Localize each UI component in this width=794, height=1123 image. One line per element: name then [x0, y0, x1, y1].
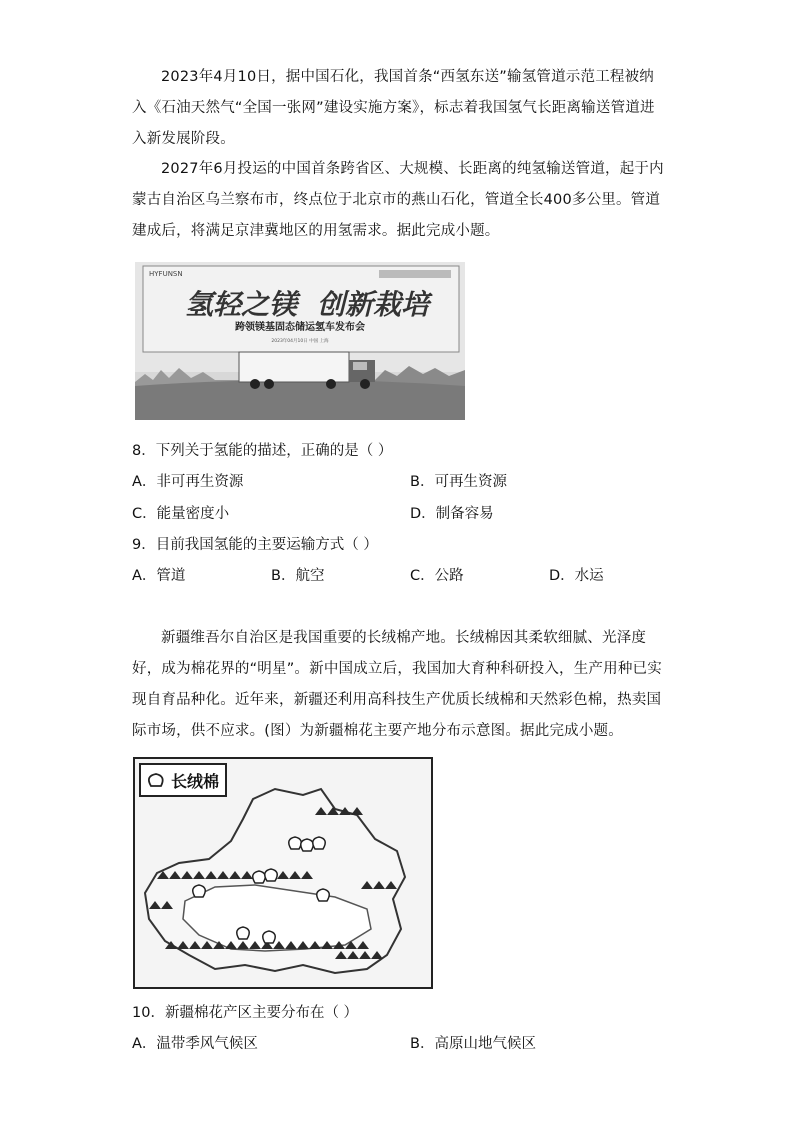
- photo-headline-left: 氢轻之镁: [185, 288, 298, 321]
- question-8-option-c: C．能量密度小: [132, 506, 230, 522]
- question-9-stem: 9．目前我国氢能的主要运输方式（ ）: [132, 537, 378, 553]
- xinjiang-cotton-map: [133, 757, 433, 989]
- question-9-option-d: D．水运: [549, 568, 604, 584]
- photo-brand: HYFUNSN: [149, 270, 183, 278]
- question-8-option-b: B．可再生资源: [410, 474, 507, 490]
- photo-date-line: 2023年04月10日 中国 上海: [271, 339, 329, 344]
- question-10-option-b: B．高原山地气候区: [410, 1036, 536, 1052]
- question-8-option-a: A．非可再生资源: [132, 474, 244, 490]
- question-9-option-a: A．管道: [132, 568, 186, 584]
- passage1-paragraph-2: 2027年6月投运的中国首条跨省区、大规模、长距离的纯氢输送管道，起于内蒙古自治区乌兰察布市，终点位于北京市的燕山石化，管道全长400多公里。管道建成后，将满足京津冀地区的用氢需求。据此完成小题。: [132, 161, 664, 239]
- photo-subtitle: 跨领镁基固态储运氢车发布会: [235, 322, 365, 333]
- map-legend-label: 长绒棉: [171, 771, 220, 791]
- passage2-paragraph-1: 新疆维吾尔自治区是我国重要的长绒棉产地。长绒棉因其柔软细腻、光泽度好，成为棉花界的“明星”。新中国成立后，我国加大育种科研投入，生产用种已实现自育品种化。近年来，新疆还利用高科技生产优质长绒棉和天然彩色棉，热卖国际市场，供不应求。(图）为新疆棉花主要产地分布示意图。据此完成小题。: [132, 630, 662, 739]
- question-8-stem: 8．下列关于氢能的描述，正确的是（ ）: [132, 443, 393, 459]
- question-8-option-d: D．制备容易: [410, 506, 494, 522]
- passage1-paragraph-1: 2023年4月10日，据中国石化，我国首条“西氢东送”输氢管道示范工程被纳入《石油天然气“全国一张网”建设实施方案》，标志着我国氢气长距离输送管道进入新发展阶段。: [132, 69, 655, 147]
- question-10-option-a: A．温带季风气候区: [132, 1036, 258, 1052]
- question-9-option-c: C．公路: [410, 568, 464, 584]
- map-legend: [139, 763, 227, 797]
- question-9-option-b: B．航空: [271, 568, 325, 584]
- hydrogen-truck-photo-graphic: [135, 262, 465, 420]
- cotton-icon: [147, 772, 165, 788]
- photo-headline-right: 创新栽培: [317, 288, 430, 321]
- question-10-stem: 10．新疆棉花产区主要分布在（ ）: [132, 1005, 359, 1021]
- hydrogen-truck-photo: [135, 262, 465, 420]
